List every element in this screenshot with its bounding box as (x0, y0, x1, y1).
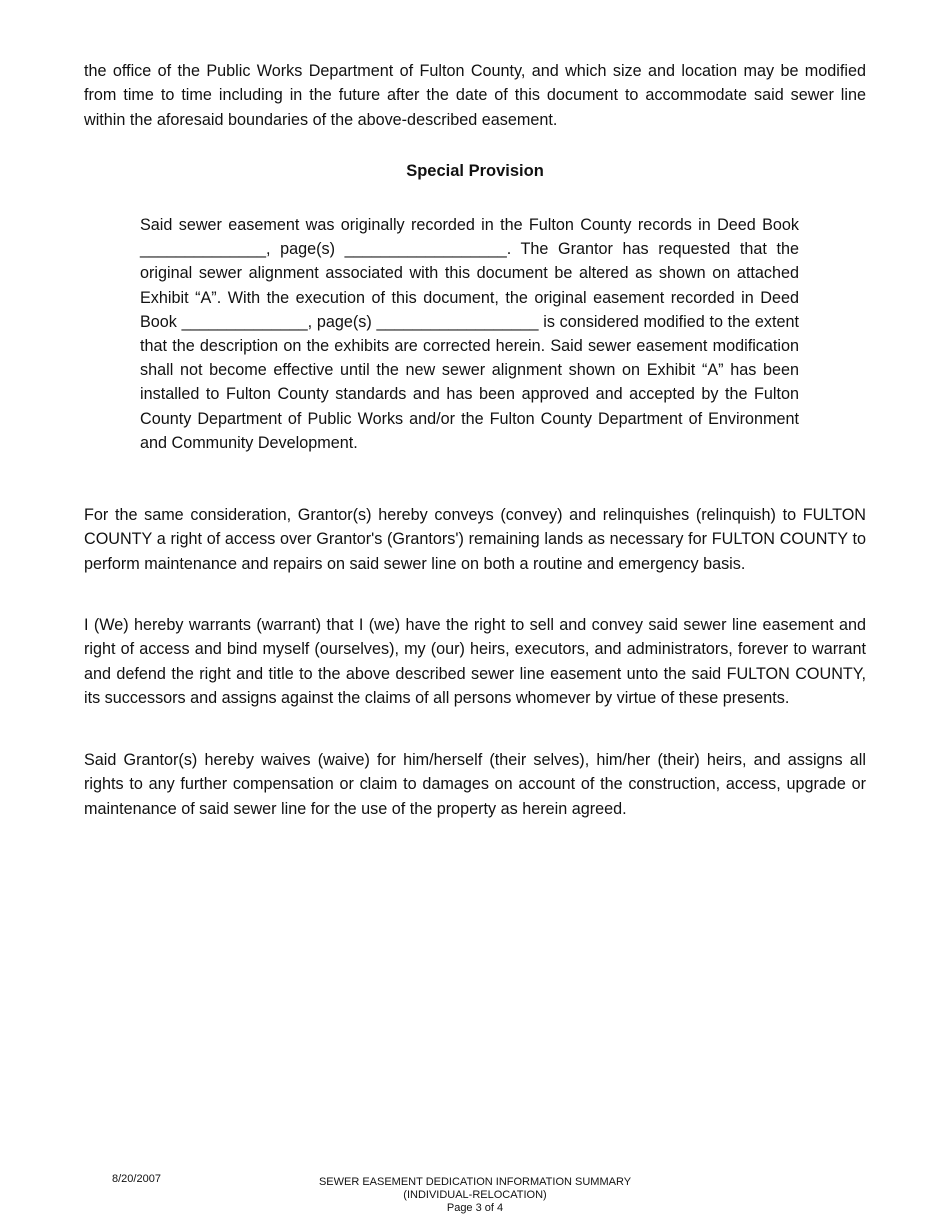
intro-paragraph: the office of the Public Works Department of Fulton County, and which size and location may be modified from time to time including in the future after the date of this document to accommodate said sewer line within the aforesaid boundaries of the above-described easement. (84, 62, 866, 129)
footer-title-line2: (INDIVIDUAL-RELOCATION) (403, 1189, 547, 1201)
footer (0, 1176, 950, 1215)
special-provision-paragraph: Said sewer easement was originally recorded in the Fulton County records in Deed Book ______________, page(s) __________________. The Grantor has requested that the original sewer alignment associated with this document be altered as shown on attached Exhibit “A”. With the execution of this document, the original easement recorded in Deed Book ______________, page(s) __________________ is considered modified to the extent that the description on the exhibits are corrected herein. Said sewer easement modification shall not become effective until the new sewer alignment shown on Exhibit “A” has been installed to Fulton County standards and has been approved and accepted by the Fulton County Department of Public Works and/or the Fulton County Department of Environment and Community Development. (140, 216, 799, 452)
waiver-paragraph: Said Grantor(s) hereby waives (waive) for him/herself (their selves), him/her (their) heirs, and assigns all rights to any further compensation or claim to damages on account of the construction, access, upgrade or maintenance of said sewer line for the use of the property as herein agreed. (84, 751, 866, 818)
consideration-paragraph: For the same consideration, Grantor(s) hereby conveys (convey) and relinquishes (relinquish) to FULTON COUNTY a right of access over Grantor's (Grantors') remaining lands as necessary for FULTON COUNTY to perform maintenance and repairs on said sewer line on both a routine and emergency basis. (84, 506, 866, 573)
special-provision-heading: Special Provision (406, 162, 544, 180)
warranty-paragraph: I (We) hereby warrants (warrant) that I (we) have the right to sell and convey said sewer line easement and right of access and bind myself (ourselves), my (our) heirs, executors, and administrators, forever to warrant and defend the right and title to the above described sewer line easement unto the said FULTON COUNTY, its successors and assigns against the claims of all persons whomever by virtue of these presents. (84, 616, 866, 708)
footer-title-line1: SEWER EASEMENT DEDICATION INFORMATION SUMMARY (318, 1176, 632, 1188)
footer-date: 8/20/2007 (112, 1173, 161, 1185)
footer-page-number: Page 3 of 4 (446, 1202, 504, 1214)
